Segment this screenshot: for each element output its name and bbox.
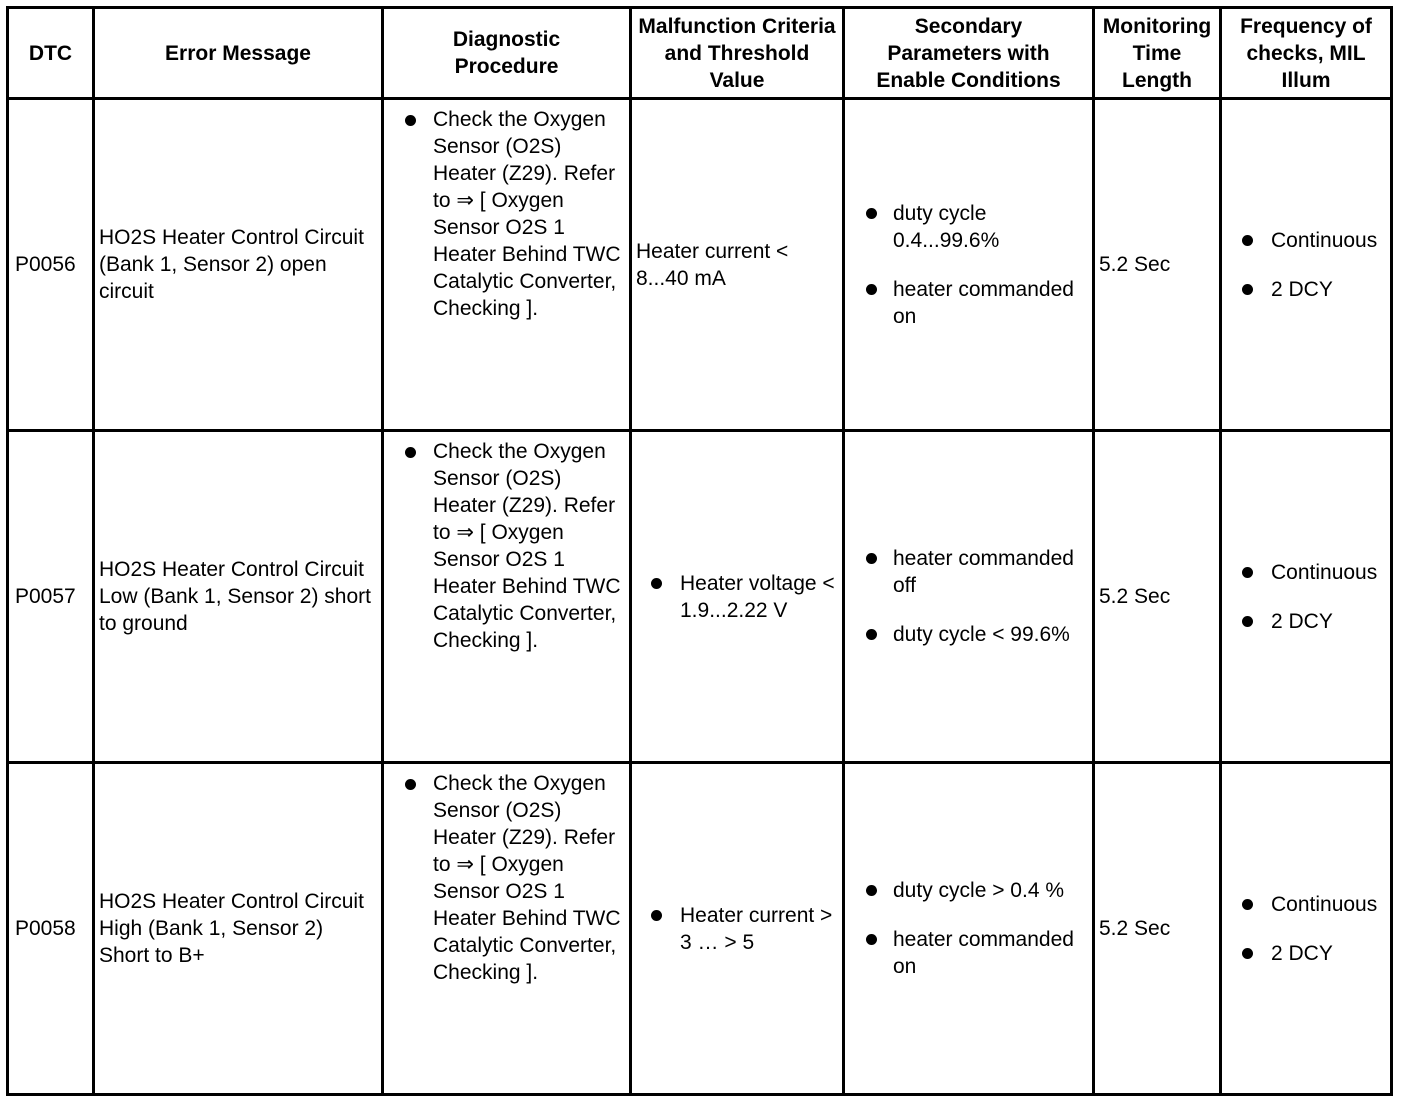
frequency-list [1222,891,1390,967]
secondary-text: duty cycle 0.4...99.6% [893,201,1000,252]
bullet-icon [866,284,877,295]
frequency-text: 2 DCY [1271,609,1333,633]
secondary-text: heater commanded off [893,547,1074,597]
bullet-icon [866,934,877,945]
bullet-icon [866,553,877,564]
list-item [845,621,1092,648]
list-item [1222,891,1390,918]
monitoring-time: 5.2 Sec [1094,431,1221,763]
list-item [845,276,1092,330]
bullet-icon [866,885,877,896]
list-item [1222,227,1390,254]
frequency-text: Continuous [1271,560,1378,584]
header-frequency: Frequency of checks, MIL Illum [1221,8,1392,99]
list-item [632,902,842,956]
procedure-list [384,106,629,322]
bullet-icon [1242,616,1253,627]
frequency [1221,99,1392,431]
error-message: HO2S Heater Control Circuit Low (Bank 1, Sensor 2) short to ground [94,431,383,763]
secondary-list [845,877,1092,980]
monitoring-time: 5.2 Sec [1094,99,1221,431]
frequency [1221,763,1392,1095]
list-item [632,570,842,624]
secondary-text: heater commanded on [893,277,1074,328]
error-message: HO2S Heater Control Circuit High (Bank 1, Sensor 2) Short to B+ [94,763,383,1095]
malfunction-criteria [631,763,844,1095]
header-row [8,8,1392,99]
bullet-icon [405,447,416,458]
secondary-parameters [844,763,1094,1095]
procedure-text: Check the Oxygen Sensor (O2S) Heater (Z29). Refer to ⇒ [ Oxygen Sensor O2S 1 Heater Behind TWC Catalytic Converter, Checking ]. [433,440,621,652]
bullet-icon [1242,567,1253,578]
header-diagnostic-procedure: Diagnostic Procedure [383,8,631,99]
dtc-code: P0058 [8,763,94,1095]
list-item [384,106,629,322]
list-item [1222,608,1390,635]
procedure-list [384,770,629,986]
list-item [845,877,1092,904]
header-secondary-parameters: Secondary Parameters with Enable Conditions [844,8,1094,99]
dtc-table [6,6,1393,1096]
table-body [8,99,1392,1095]
frequency [1221,431,1392,763]
list-item [1222,276,1390,303]
list-item [1222,559,1390,586]
bullet-icon [1242,948,1253,959]
frequency-text: 2 DCY [1271,941,1333,965]
diagnostic-procedure [383,99,631,431]
malfunction-criteria [631,431,844,763]
procedure-text: Check the Oxygen Sensor (O2S) Heater (Z29). Refer to ⇒ [ Oxygen Sensor O2S 1 Heater Behind TWC Catalytic Converter, Checking ]. [433,772,621,984]
list-item [845,545,1092,599]
criteria-list [632,570,842,624]
procedure-text: Check the Oxygen Sensor (O2S) Heater (Z29). Refer to ⇒ [ Oxygen Sensor O2S 1 Heater Behind TWC Catalytic Converter, Checking ]. [433,108,621,320]
secondary-list [845,200,1092,330]
bullet-icon [405,115,416,126]
malfunction-criteria: Heater current < 8...40 mA [631,99,844,431]
bullet-icon [866,629,877,640]
list-item [384,770,629,986]
bullet-icon [866,208,877,219]
secondary-parameters [844,431,1094,763]
frequency-text: Continuous [1271,892,1378,916]
header-error-message: Error Message [94,8,383,99]
table-row [8,99,1392,431]
diagnostic-procedure [383,763,631,1095]
table-header [8,8,1392,99]
header-malfunction-criteria: Malfunction Criteria and Threshold Value [631,8,844,99]
header-dtc: DTC [8,8,94,99]
dtc-code: P0057 [8,431,94,763]
list-item [1222,940,1390,967]
diagnostic-procedure [383,431,631,763]
frequency-text: Continuous [1271,228,1378,252]
secondary-parameters [844,99,1094,431]
bullet-icon [1242,235,1253,246]
dtc-code: P0056 [8,99,94,431]
monitoring-time: 5.2 Sec [1094,763,1221,1095]
procedure-list [384,438,629,654]
list-item [845,926,1092,980]
frequency-list [1222,559,1390,635]
list-item [384,438,629,654]
table-row [8,431,1392,763]
criteria-list [632,902,842,956]
bullet-icon [651,910,662,921]
secondary-text: duty cycle > 0.4 % [893,879,1065,902]
bullet-icon [1242,284,1253,295]
criteria-text: Heater voltage < 1.9...2.22 V [680,571,835,622]
criteria-text: Heater current > 3 … > 5 [680,903,833,954]
frequency-list [1222,227,1390,303]
bullet-icon [405,779,416,790]
secondary-text: heater commanded on [893,928,1074,978]
bullet-icon [1242,899,1253,910]
secondary-text: duty cycle < 99.6% [893,623,1070,646]
frequency-text: 2 DCY [1271,277,1333,301]
bullet-icon [651,578,662,589]
secondary-list [845,545,1092,648]
list-item [845,200,1092,254]
header-monitoring-time: Monitoring Time Length [1094,8,1221,99]
error-message: HO2S Heater Control Circuit (Bank 1, Sensor 2) open circuit [94,99,383,431]
table-row [8,763,1392,1095]
